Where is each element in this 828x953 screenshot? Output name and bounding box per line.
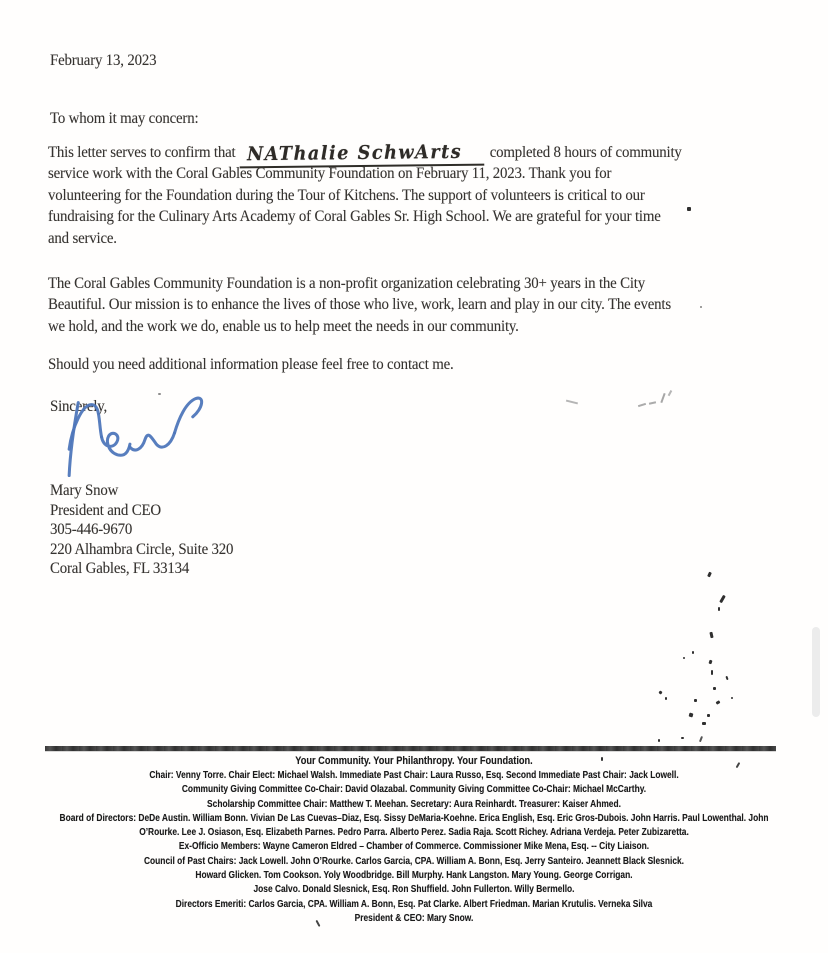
p1-before-name: This letter serves to confirm that (48, 144, 236, 161)
body-line: fundraising for the Culinary Arts Academy of Coral Gables Sr. High School. We are grateful for your time (48, 208, 661, 226)
signature-handwriting (58, 388, 210, 482)
footer-line: Community Giving Committee Co-Chair: David Olazabal. Community Giving Committee Co-Chair: Michael McCarthy. (181, 784, 647, 796)
signer-name: Mary Snow (50, 482, 119, 499)
body-line: we hold, and the work we do, enable us to help meet the needs in our community. (48, 317, 519, 335)
body-line: and service. (48, 229, 117, 247)
scan-streak (812, 627, 820, 717)
footer-line: Howard Glicken. Tom Cookson. Yoly Woodbridge. Bill Murphy. Hank Langston. Mary Young. George Corrigan. (195, 870, 633, 882)
footer-line: Directors Emeriti: Carlos Garcia, CPA. William A. Bonn, Esq. Pat Clarke. Albert Friedman. Marian Krutulis. Verneka Silva (175, 898, 653, 910)
footer-tagline: Your Community. Your Philanthropy. Your Foundation. (295, 755, 533, 767)
salutation: To whom it may concern: (50, 110, 199, 127)
letter-date: February 13, 2023 (50, 52, 157, 69)
paragraph-2 (48, 273, 671, 337)
footer-line: Council of Past Chairs: Jack Lowell. John O’Rourke. Carlos Garcia, CPA. William A. Bonn, Esq. Jerry Santeiro. Jeannett Black Slesnick. (143, 855, 685, 867)
footer-line: President & CEO: Mary Snow. (354, 912, 474, 924)
signer-phone: 305-446-9670 (50, 521, 133, 539)
footer-line: Board of Directors: DeDe Austin. William Bonn. Vivian De Las Cuevas–Diaz, Esq. Sissy DeMaria-Koehne. Erica English, Esq. Eric Gros-Dubois. John Harris. Paul Lowenthal. John O’Rourke. Lee J. Osiason, Esq. Elizabeth Parnes. Pedro Parra. Alberto Perez. Sadia Raja. Scott Richey. Adriana Verdeja. Peter Zubizaretta. (59, 812, 769, 839)
footer-line: Chair: Venny Torre. Chair Elect: Michael Walsh. Immediate Past Chair: Laura Russo, Esq. Second Immediate Past Chair: Jack Lowell. (149, 770, 679, 781)
closing: Sincerely, (50, 398, 108, 415)
signer-address-1: 220 Alhambra Circle, Suite 320 (50, 540, 234, 558)
paragraph-3: Should you need additional information please feel free to contact me. (48, 356, 454, 373)
body-line: The Coral Gables Community Foundation is a non-profit organization celebrating 30+ years in the City (48, 275, 646, 292)
signer-title: President and CEO (50, 501, 161, 519)
body-line: Beautiful. Our mission is to enhance the lives of those who live, work, learn and play in our city. The events (48, 296, 671, 314)
body-line: service work with the Coral Gables Community Foundation on February 11, 2023. Thank you for (48, 165, 612, 183)
signer-address-2: Coral Gables, FL 33134 (50, 560, 190, 578)
footer-separator-bar (45, 746, 776, 751)
footer-line: Ex-Officio Members: Wayne Cameron Eldred – Chamber of Commerce. Commissioner Mike Mena, Esq. -- City Liaison. (178, 841, 650, 853)
body-line: volunteering for the Foundation during the Tour of Kitchens. The support of volunteers is critical to our (48, 186, 645, 204)
body-line (48, 140, 682, 166)
paragraph-1 (48, 142, 682, 249)
footer-line: Scholarship Committee Chair: Matthew T. Meehan. Secretary: Aura Reinhardt. Treasurer: Kaiser Ahmed. (207, 798, 621, 810)
footer-board-list (44, 754, 783, 926)
p1-after-name: completed 8 hours of community (489, 144, 682, 161)
footer-line: Jose Calvo. Donald Slesnick, Esq. Ron Shuffield. John Fullerton. Willy Bermello. (253, 884, 575, 896)
handwritten-name: NAThalie SchwArts (239, 142, 484, 169)
signer-block (50, 480, 233, 578)
